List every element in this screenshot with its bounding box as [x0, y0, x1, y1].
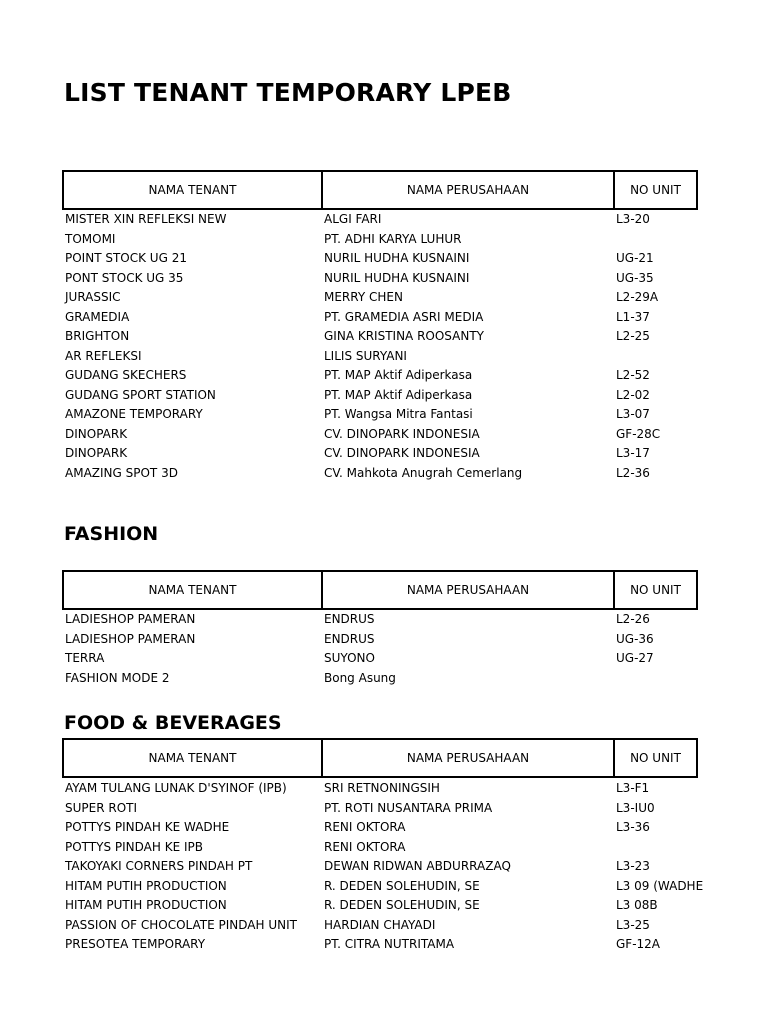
- tenant-cell: AR REFLEKSI: [65, 348, 142, 363]
- company-cell: CV. DINOPARK INDONESIA: [324, 446, 480, 460]
- table-row: [0, 444, 768, 464]
- table-row: [0, 818, 768, 838]
- unit-cell: L3-07: [616, 407, 650, 421]
- company-cell: DEWAN RIDWAN ABDURRAZAQ: [324, 859, 511, 873]
- tenant-cell: PONT STOCK UG 35: [65, 270, 184, 285]
- tenant-cell: FASHION MODE 2: [65, 670, 170, 685]
- header-nama-tenant: NAMA TENANT: [64, 172, 323, 208]
- company-cell: ENDRUS: [324, 612, 375, 626]
- tenant-cell: LADIESHOP PAMERAN: [65, 631, 196, 646]
- unit-cell: L3-23: [616, 859, 650, 873]
- table-row: [0, 249, 768, 269]
- header-nama-perusahaan: NAMA PERUSAHAAN: [323, 740, 615, 776]
- company-cell: PT. GRAMEDIA ASRI MEDIA: [324, 309, 484, 324]
- table-row: [0, 857, 768, 877]
- table-row: [0, 610, 768, 630]
- table-row: [0, 896, 768, 916]
- table-row: [0, 288, 768, 308]
- table-row: [0, 327, 768, 347]
- table-header-food-beverages: [62, 738, 698, 778]
- tenant-cell: TAKOYAKI CORNERS PINDAH PT: [65, 859, 253, 873]
- company-cell: CV. Mahkota Anugrah Cemerlang: [324, 465, 523, 480]
- header-no-unit: NO UNIT: [630, 583, 681, 597]
- table-row: [0, 669, 768, 689]
- tenant-cell: MISTER XIN REFLEKSI NEW: [65, 212, 227, 226]
- table-row: [0, 838, 768, 858]
- company-cell: CV. DINOPARK INDONESIA: [324, 426, 480, 441]
- table-header-fashion: [62, 570, 698, 610]
- unit-cell: L3-25: [616, 917, 650, 932]
- table-row: [0, 230, 768, 250]
- table-body-food-beverages: [0, 779, 768, 955]
- table-header-general: [62, 170, 698, 210]
- unit-cell: UG-35: [616, 270, 654, 285]
- tenant-cell: HITAM PUTIH PRODUCTION: [65, 878, 227, 893]
- tenant-cell: AMAZONE TEMPORARY: [65, 407, 203, 421]
- tenant-cell: TOMOMI: [65, 231, 116, 246]
- unit-cell: L1-37: [616, 309, 650, 324]
- table-row: [0, 916, 768, 936]
- unit-cell: UG-36: [616, 631, 654, 646]
- header-nama-perusahaan: NAMA PERUSAHAAN: [323, 172, 615, 208]
- table-row: [0, 425, 768, 445]
- unit-cell: L3-20: [616, 212, 650, 226]
- unit-cell: GF-12A: [616, 937, 661, 951]
- table-row: [0, 405, 768, 425]
- table-row: [0, 935, 768, 955]
- unit-cell: UG-27: [616, 651, 654, 665]
- table-row: [0, 386, 768, 406]
- tenant-cell: LADIESHOP PAMERAN: [65, 612, 196, 626]
- unit-cell: L3 08B: [616, 898, 658, 912]
- company-cell: HARDIAN CHAYADI: [324, 917, 436, 932]
- tenant-cell: POINT STOCK UG 21: [65, 251, 187, 265]
- company-cell: RENI OKTORA: [324, 839, 406, 854]
- company-cell: GINA KRISTINA ROOSANTY: [324, 329, 484, 343]
- tenant-cell: SUPER ROTI: [65, 800, 138, 815]
- company-cell: PT. MAP Aktif Adiperkasa: [324, 368, 473, 382]
- tenant-cell: GUDANG SKECHERS: [65, 368, 187, 382]
- tenant-cell: AMAZING SPOT 3D: [65, 465, 178, 480]
- company-cell: Bong Asung: [324, 670, 396, 685]
- table-row: [0, 649, 768, 669]
- header-nama-tenant: NAMA TENANT: [64, 572, 323, 608]
- tenant-cell: TERRA: [65, 651, 105, 665]
- company-cell: PT. ADHI KARYA LUHUR: [324, 231, 462, 246]
- company-cell: NURIL HUDHA KUSNAINI: [324, 270, 470, 285]
- unit-cell: L2-26: [616, 612, 650, 626]
- company-cell: ALGI FARI: [324, 212, 382, 226]
- company-cell: SUYONO: [324, 651, 375, 665]
- table-body-general: [0, 210, 768, 483]
- tenant-cell: PASSION OF CHOCOLATE PINDAH UNIT: [65, 917, 297, 932]
- table-row: [0, 630, 768, 650]
- tenant-cell: PRESOTEA TEMPORARY: [65, 937, 206, 951]
- tenant-cell: AYAM TULANG LUNAK D'SYINOF (IPB): [65, 781, 287, 795]
- unit-cell: GF-28C: [616, 426, 661, 441]
- company-cell: R. DEDEN SOLEHUDIN, SE: [324, 878, 480, 893]
- unit-cell: L3 09 (WADHE: [616, 878, 704, 893]
- table-row: [0, 877, 768, 897]
- section-title-food-beverages: FOOD & BEVERAGES: [64, 712, 282, 734]
- tenant-cell: POTTYS PINDAH KE IPB: [65, 839, 203, 854]
- tenant-cell: DINOPARK: [65, 446, 128, 460]
- company-cell: LILIS SURYANI: [324, 348, 407, 363]
- header-nama-tenant: NAMA TENANT: [64, 740, 323, 776]
- tenant-cell: GRAMEDIA: [65, 309, 130, 324]
- unit-cell: L2-36: [616, 465, 650, 480]
- tenant-cell: POTTYS PINDAH KE WADHE: [65, 820, 230, 834]
- unit-cell: UG-21: [616, 251, 654, 265]
- tenant-cell: HITAM PUTIH PRODUCTION: [65, 898, 227, 912]
- tenant-cell: BRIGHTON: [65, 329, 130, 343]
- unit-cell: L3-36: [616, 820, 650, 834]
- table-row: [0, 269, 768, 289]
- company-cell: PT. MAP Aktif Adiperkasa: [324, 387, 473, 402]
- unit-cell: L2-52: [616, 368, 650, 382]
- table-row: [0, 308, 768, 328]
- unit-cell: L3-IU0: [616, 800, 655, 815]
- tenant-cell: DINOPARK: [65, 426, 128, 441]
- table-body-fashion: [0, 610, 768, 688]
- table-row: [0, 347, 768, 367]
- section-title-fashion: FASHION: [64, 523, 159, 545]
- table-row: [0, 799, 768, 819]
- company-cell: MERRY CHEN: [324, 290, 403, 304]
- company-cell: RENI OKTORA: [324, 820, 406, 834]
- unit-cell: L2-29A: [616, 290, 659, 304]
- unit-cell: L2-02: [616, 387, 650, 402]
- company-cell: PT. CITRA NUTRITAMA: [324, 937, 455, 951]
- company-cell: R. DEDEN SOLEHUDIN, SE: [324, 898, 480, 912]
- company-cell: PT. ROTI NUSANTARA PRIMA: [324, 800, 493, 815]
- table-row: [0, 210, 768, 230]
- tenant-cell: JURASSIC: [65, 290, 121, 304]
- table-row: [0, 464, 768, 484]
- company-cell: NURIL HUDHA KUSNAINI: [324, 251, 470, 265]
- header-no-unit: NO UNIT: [630, 183, 681, 197]
- header-no-unit: NO UNIT: [630, 751, 681, 765]
- tenant-cell: GUDANG SPORT STATION: [65, 387, 216, 402]
- header-nama-perusahaan: NAMA PERUSAHAAN: [323, 572, 615, 608]
- table-row: [0, 779, 768, 799]
- company-cell: ENDRUS: [324, 631, 375, 646]
- company-cell: SRI RETNONINGSIH: [324, 781, 440, 795]
- unit-cell: L2-25: [616, 329, 650, 343]
- company-cell: PT. Wangsa Mitra Fantasi: [324, 407, 473, 421]
- table-row: [0, 366, 768, 386]
- page-title: LIST TENANT TEMPORARY LPEB: [64, 78, 512, 107]
- unit-cell: L3-17: [616, 446, 650, 460]
- unit-cell: L3-F1: [616, 781, 650, 795]
